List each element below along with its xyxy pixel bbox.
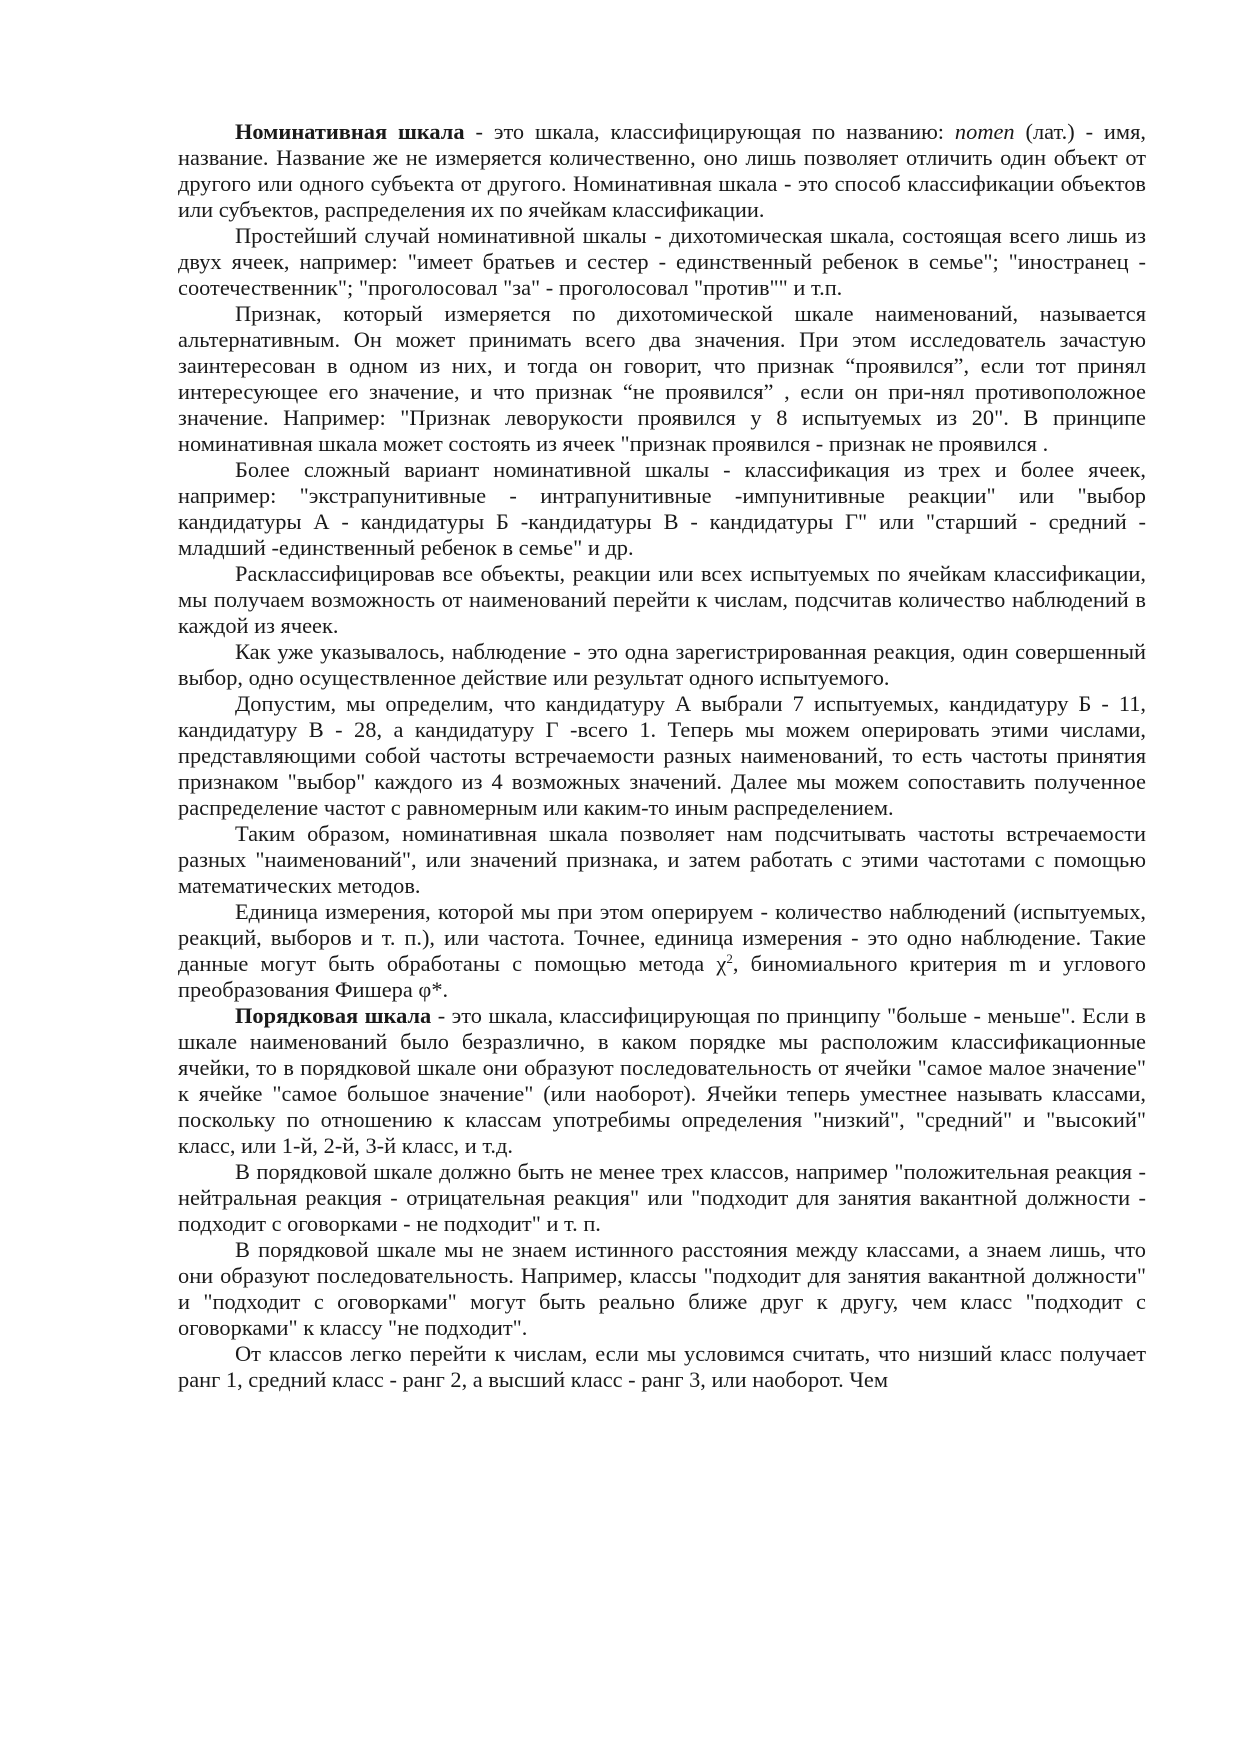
paragraph-nominative-scale-definition xyxy=(178,119,1146,223)
paragraph-ordinal-distance xyxy=(178,1237,1146,1341)
paragraph-alternative-attribute xyxy=(178,301,1146,457)
paragraph-ordinal-min-classes xyxy=(178,1159,1146,1237)
paragraph-text: В порядковой шкале мы не знаем истинного расстояния между классами, а знаем лишь, что они образуют последовательность. Например, классы "подходит для занятия вакантной должности" и "подходит с оговорками" могут быть реально ближе друг к другу, чем класс "подходит с оговорками" к классу "не подходит". xyxy=(178,1237,1146,1340)
term-ordinal-scale: Порядковая шкала xyxy=(235,1003,432,1028)
term-nominative-scale: Номинативная шкала xyxy=(235,119,465,144)
paragraph-measurement-unit xyxy=(178,899,1146,1003)
paragraph-text: (лат.) - имя, название. Название же не измеряется количественно, оно лишь позволяет отличить один объект от другого или одного субъекта от другого. Номинативная шкала - это способ классификации объектов или субъектов, распределения их по ячейкам классификации. xyxy=(178,119,1146,222)
paragraph-text: Признак, который измеряется по дихотомической шкале наименований, называется альтернативным. Он может принимать всего два значения. При этом исследователь зачастую заинтересован в одном из них, и тогда он говорит, что признак “проявился”, если тот принял интересующее его значение, и что признак “не проявился” , если он при-нял противоположное значение. Например: "Признак леворукости проявился у 8 испытуемых из 20". В принципе номинативная шкала может состоять из ячеек "признак проявился - признак не проявился . xyxy=(178,301,1146,456)
paragraph-observation-definition xyxy=(178,639,1146,691)
document-page xyxy=(178,119,1146,1393)
superscript: 2 xyxy=(726,951,733,966)
paragraph-ranks xyxy=(178,1341,1146,1393)
paragraph-text: - это шкала, классифицирующая по принципу "больше - меньше". Если в шкале наименований было безразлично, в каком порядке мы расположим классификационные ячейки, то в порядковой шкале они образуют последовательность от ячейки "самое малое значение" к ячейке "самое большое значение" (или наоборот). Ячейки теперь уместнее называть классами, поскольку по отношению к классам употребимы определения "низкий", "средний" и "высокий" класс, или 1-й, 2-й, 3-й класс, и т.д. xyxy=(178,1003,1146,1158)
paragraph-text: - это шкала, классифицирующая по названию: xyxy=(464,119,955,144)
paragraph-text: Простейший случай номинативной шкалы - дихотомическая шкала, состоящая всего лишь из двух ячеек, например: "имеет братьев и сестер - единственный ребенок в семье"; "иностранец - соотечественник"; "проголосовал "за" - проголосовал "против"" и т.п. xyxy=(178,223,1146,300)
paragraph-text: Единица измерения, которой мы при этом оперируем - количество наблюдений (испытуемых, реакций, выборов и т. п.), или частота. Точнее, единица измерения - это одно наблюдение. Такие данные могут быть обработаны с помощью метода χ xyxy=(178,899,1146,976)
paragraph-frequencies-summary xyxy=(178,821,1146,899)
paragraph-classification-counts xyxy=(178,561,1146,639)
paragraph-text: Таким образом, номинативная шкала позволяет нам подсчитывать частоты встречаемости разных "наименований", или значений признака, и затем работать с этими частотами с помощью математических методов. xyxy=(178,821,1146,898)
paragraph-text: , биномиального критерия m и углового преобразования Фишера φ*. xyxy=(178,951,1146,1002)
paragraph-ordinal-scale-definition xyxy=(178,1003,1146,1159)
paragraph-complex-nominative xyxy=(178,457,1146,561)
paragraph-candidate-example xyxy=(178,691,1146,821)
paragraph-text: В порядковой шкале должно быть не менее трех классов, например "положительная реакция - нейтральная реакция - отрицательная реакция" или "подходит для занятия вакантной должности - подходит с оговорками - не подходит" и т. п. xyxy=(178,1159,1146,1236)
paragraph-text: Допустим, мы определим, что кандидатуру А выбрали 7 испытуемых, кандидатуру Б - 11, кандидатуру В - 28, а кандидатуру Г -всего 1. Теперь мы можем оперировать этими числами, представляющими собой частоты встречаемости разных наименований, то есть частоты принятия признаком "выбор" каждого из 4 возможных значений. Далее мы можем сопоставить полученное распределение частот с равномерным или каким-то иным распределением. xyxy=(178,691,1146,820)
paragraph-text: Более сложный вариант номинативной шкалы - классификация из трех и более ячеек, например: "экстрапунитивные - интрапунитивные -импунитивные реакции" или "выбор кандидатуры А - кандидатуры Б -кандидатуры В - кандидатуры Г" или "старший - средний - младший -единственный ребенок в семье" и др. xyxy=(178,457,1146,560)
paragraph-text: Расклассифицировав все объекты, реакции или всех испытуемых по ячейкам классификации, мы получаем возможность от наименований перейти к числам, подсчитав количество наблюдений в каждой из ячеек. xyxy=(178,561,1146,638)
latin-word: nomen xyxy=(954,119,1015,144)
paragraph-text: От классов легко перейти к числам, если мы условимся считать, что низший класс получает ранг 1, средний класс - ранг 2, а высший класс - ранг 3, или наоборот. Чем xyxy=(178,1341,1146,1392)
paragraph-dichotomous-scale xyxy=(178,223,1146,301)
paragraph-text: Как уже указывалось, наблюдение - это одна зарегистрированная реакция, один совершенный выбор, одно осуществленное действие или результат одного испытуемого. xyxy=(178,639,1146,690)
